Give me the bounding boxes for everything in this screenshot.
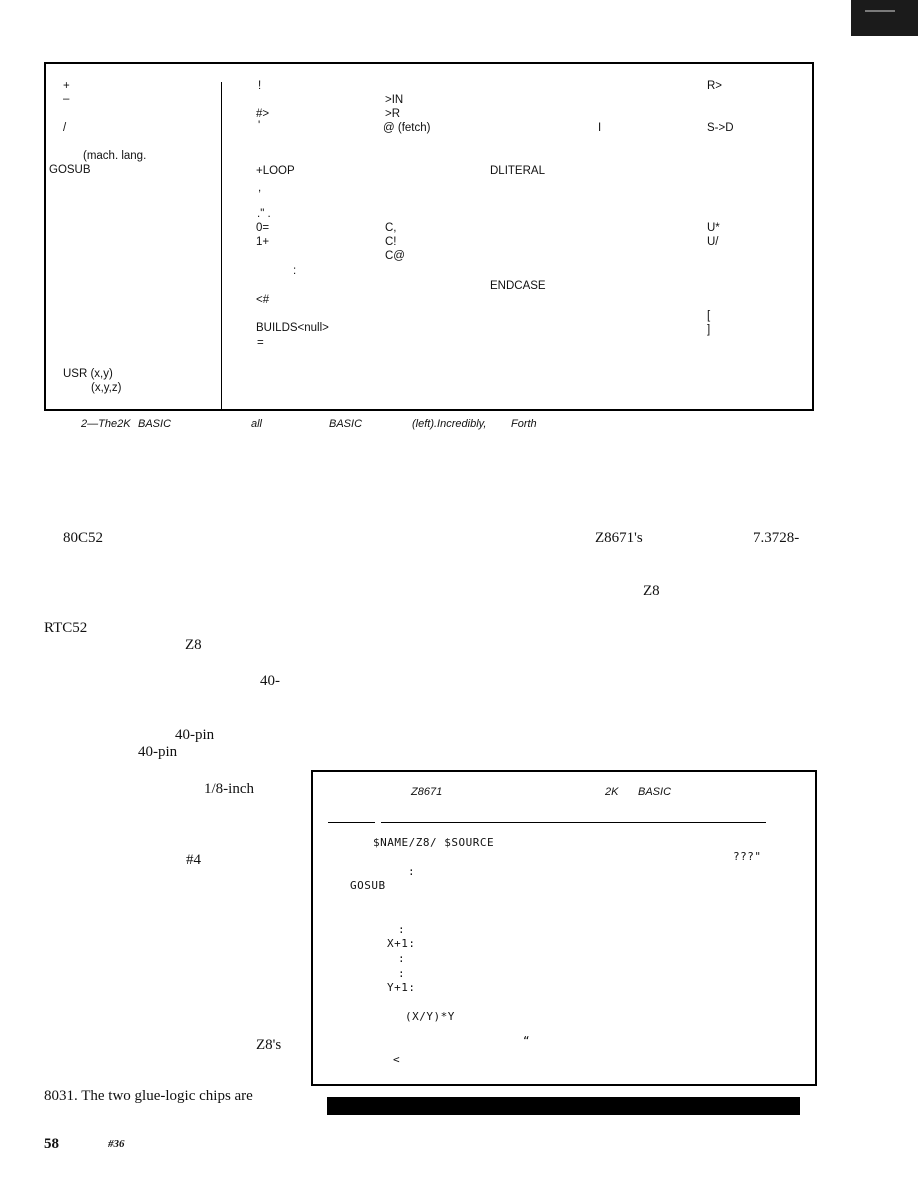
basic-keyword: /	[63, 122, 67, 134]
code-line: GOSUB	[350, 879, 386, 892]
forth-word: =	[257, 337, 264, 349]
forth-word: ENDCASE	[490, 280, 546, 292]
forth-word: !	[258, 80, 262, 92]
issue-number: #36	[108, 1138, 125, 1150]
code-line: :	[398, 967, 406, 980]
code-line: Y+1:	[387, 981, 416, 994]
forth-word: >IN	[385, 94, 404, 106]
code-line: ???"	[733, 850, 762, 863]
body-text: 40-pin	[138, 744, 178, 760]
page-number: 58	[44, 1136, 59, 1152]
forth-word: '	[258, 120, 261, 132]
code-line: :	[408, 865, 416, 878]
forth-word: >R	[385, 108, 401, 120]
code-line: <	[393, 1053, 401, 1066]
forth-word: [	[707, 310, 711, 322]
basic-keyword: –	[63, 93, 70, 105]
forth-word: BUILDS<null>	[256, 322, 329, 334]
figure-2-caption: (left).Incredibly,	[412, 418, 487, 430]
code-line: X+1:	[387, 937, 416, 950]
code-line: (X/Y)*Y	[405, 1010, 455, 1023]
figure-2-caption: Forth	[511, 418, 537, 430]
forth-word: ]	[707, 324, 711, 336]
forth-word: S->D	[707, 122, 734, 134]
forth-word: I	[598, 122, 602, 134]
forth-word: U/	[707, 236, 719, 248]
figure-2-caption: BASIC	[138, 418, 172, 430]
figure-3-title: BASIC	[638, 786, 672, 798]
basic-keyword: USR (x,y)	[63, 368, 113, 380]
forth-word: +LOOP	[256, 165, 295, 177]
figure-3-title: 2K	[605, 786, 619, 798]
body-text: 7.3728-	[753, 530, 800, 546]
forth-word: R>	[707, 80, 723, 92]
figure-3-frame	[311, 770, 817, 1086]
figure-3-bottom-bar	[327, 1097, 800, 1115]
forth-word: C@	[385, 250, 405, 262]
forth-word: U*	[707, 222, 720, 234]
forth-word: @ (fetch)	[383, 122, 431, 134]
forth-word: C,	[385, 222, 397, 234]
basic-keyword: +	[63, 80, 70, 92]
basic-keyword: (x,y,z)	[91, 382, 122, 394]
figure-3-rule	[328, 822, 375, 823]
body-text: 40-pin	[175, 727, 215, 743]
basic-keyword: GOSUB	[49, 164, 91, 176]
body-text: Z8671's	[595, 530, 643, 546]
forth-word: 1+	[256, 236, 270, 248]
forth-word: :	[293, 265, 297, 277]
basic-keyword: (mach. lang.	[83, 150, 147, 162]
forth-word: <#	[256, 294, 270, 306]
code-line: :	[398, 923, 406, 936]
body-text: 1/8-inch	[204, 781, 254, 797]
figure-3-title: Z8671	[411, 786, 443, 798]
body-text: 8031. The two glue-logic chips are	[44, 1088, 253, 1104]
code-line: “	[523, 1034, 531, 1047]
body-text: 40-	[260, 673, 280, 689]
figure-2-divider	[221, 82, 222, 411]
body-text: Z8's	[256, 1037, 282, 1053]
corner-tab-graphic	[851, 0, 918, 36]
code-line: :	[398, 952, 406, 965]
figure-3-rule	[381, 822, 766, 823]
body-text: Z8	[643, 583, 660, 599]
forth-word: DLITERAL	[490, 165, 545, 177]
figure-2-caption: 2—The2K	[81, 418, 131, 430]
body-text: 80C52	[63, 530, 104, 546]
figure-2-caption: all	[251, 418, 263, 430]
forth-word: ,	[258, 182, 262, 194]
figure-2-caption: BASIC	[329, 418, 363, 430]
forth-word: 0=	[256, 222, 270, 234]
figure-2-frame	[44, 62, 814, 411]
body-text: Z8	[185, 637, 202, 653]
forth-word: C!	[385, 236, 397, 248]
forth-word: ." .	[257, 208, 271, 220]
forth-word: #>	[256, 108, 270, 120]
body-text: RTC52	[44, 620, 88, 636]
code-line: $NAME/Z8/ $SOURCE	[373, 836, 495, 849]
body-text: #4	[186, 852, 201, 868]
